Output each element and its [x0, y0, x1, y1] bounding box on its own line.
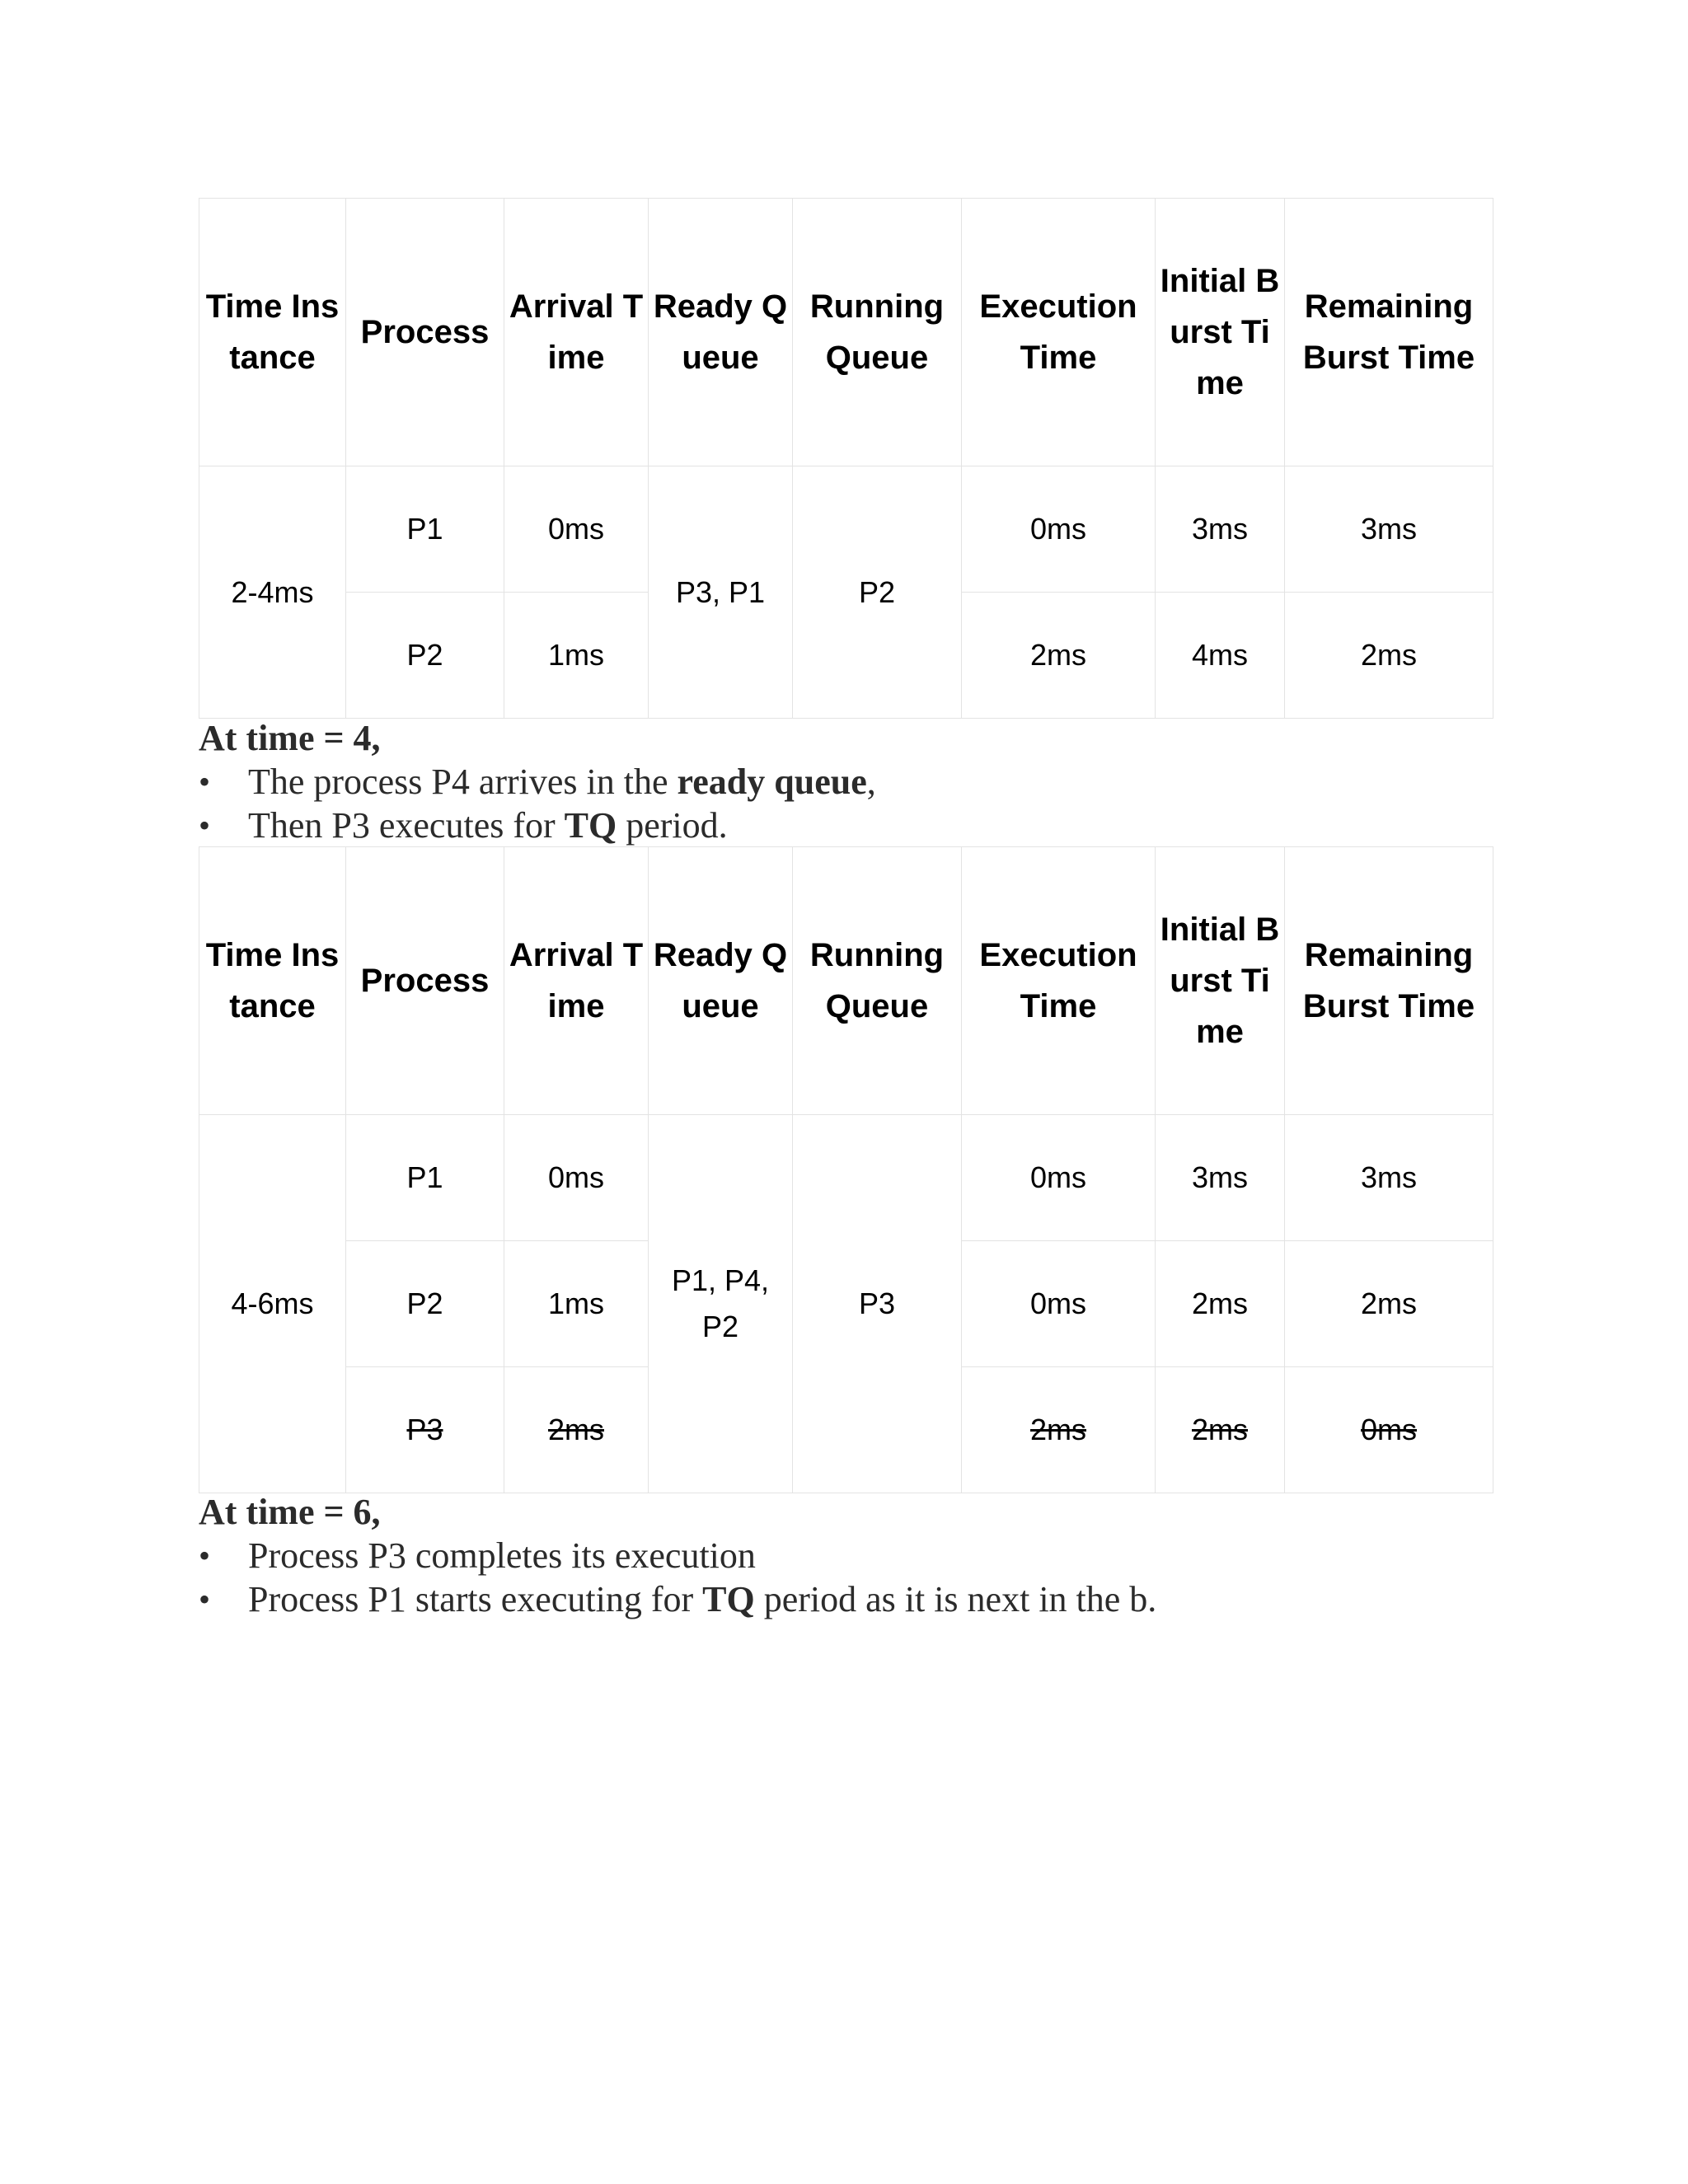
arrival-cell: 2ms — [504, 1367, 649, 1493]
arrival-cell: 1ms — [504, 1241, 649, 1367]
initial-burst-cell: 4ms — [1156, 593, 1285, 719]
remaining-burst-cell: 0ms — [1285, 1367, 1493, 1493]
state-table-2-4ms — [199, 198, 1493, 719]
initial-burst-cell: 2ms — [1156, 1241, 1285, 1367]
list-item: • Then P3 executes for TQ period. — [199, 804, 1517, 847]
running-queue-cell: P2 — [793, 466, 962, 719]
table-header-row — [199, 847, 1493, 1115]
header-arrival-time: Arrival Time — [504, 199, 649, 466]
ready-queue-cell: P3, P1 — [649, 466, 793, 719]
execution-cell: 2ms — [962, 593, 1156, 719]
header-execution-time: Execution Time — [962, 847, 1156, 1115]
header-arrival-time: Arrival Time — [504, 847, 649, 1115]
table-row — [199, 466, 1493, 593]
remaining-burst-cell: 2ms — [1285, 593, 1493, 719]
execution-cell: 0ms — [962, 1115, 1156, 1241]
process-cell: P3 — [346, 1367, 504, 1493]
process-cell: P2 — [346, 593, 504, 719]
time-instance-cell: 4-6ms — [199, 1115, 346, 1493]
state-table-4-6ms — [199, 846, 1493, 1493]
initial-burst-cell: 3ms — [1156, 466, 1285, 593]
initial-burst-cell: 3ms — [1156, 1115, 1285, 1241]
table-header-row — [199, 199, 1493, 466]
remaining-burst-cell: 3ms — [1285, 466, 1493, 593]
header-time-instance: Time Instance — [199, 199, 346, 466]
process-cell: P2 — [346, 1241, 504, 1367]
note-heading: At time = 4, — [199, 718, 381, 758]
header-running-queue: Running Queue — [793, 847, 962, 1115]
remaining-burst-cell: 3ms — [1285, 1115, 1493, 1241]
process-cell: P1 — [346, 466, 504, 593]
header-initial-burst-time: Initial Burst Time — [1156, 847, 1285, 1115]
note-time-6 — [199, 1491, 1517, 1621]
header-running-queue: Running Queue — [793, 199, 962, 466]
header-ready-queue: Ready Queue — [649, 199, 793, 466]
process-cell: P1 — [346, 1115, 504, 1241]
table-row — [199, 1115, 1493, 1241]
ready-queue-cell: P1, P4, P2 — [649, 1115, 793, 1493]
time-instance-cell: 2-4ms — [199, 466, 346, 719]
execution-cell: 0ms — [962, 1241, 1156, 1367]
header-initial-burst-time: Initial Burst Time — [1156, 199, 1285, 466]
note-bullets — [199, 1534, 1517, 1621]
list-item: • Process P1 starts executing for TQ period as it is next in the b. — [199, 1577, 1517, 1621]
header-process: Process — [346, 199, 504, 466]
execution-cell: 2ms — [962, 1367, 1156, 1493]
header-time-instance: Time Instance — [199, 847, 346, 1115]
note-bullets — [199, 760, 1517, 847]
header-ready-queue: Ready Queue — [649, 847, 793, 1115]
header-remaining-burst-time: Remaining Burst Time — [1285, 199, 1493, 466]
running-queue-cell: P3 — [793, 1115, 962, 1493]
header-process: Process — [346, 847, 504, 1115]
arrival-cell: 0ms — [504, 466, 649, 593]
header-remaining-burst-time: Remaining Burst Time — [1285, 847, 1493, 1115]
remaining-burst-cell: 2ms — [1285, 1241, 1493, 1367]
list-item: • Process P3 completes its execution — [199, 1534, 1517, 1577]
header-execution-time: Execution Time — [962, 199, 1156, 466]
list-item: • The process P4 arrives in the ready queue, — [199, 760, 1517, 804]
arrival-cell: 0ms — [504, 1115, 649, 1241]
execution-cell: 0ms — [962, 466, 1156, 593]
initial-burst-cell: 2ms — [1156, 1367, 1285, 1493]
arrival-cell: 1ms — [504, 593, 649, 719]
note-heading: At time = 6, — [199, 1492, 381, 1532]
note-time-4 — [199, 717, 1517, 847]
